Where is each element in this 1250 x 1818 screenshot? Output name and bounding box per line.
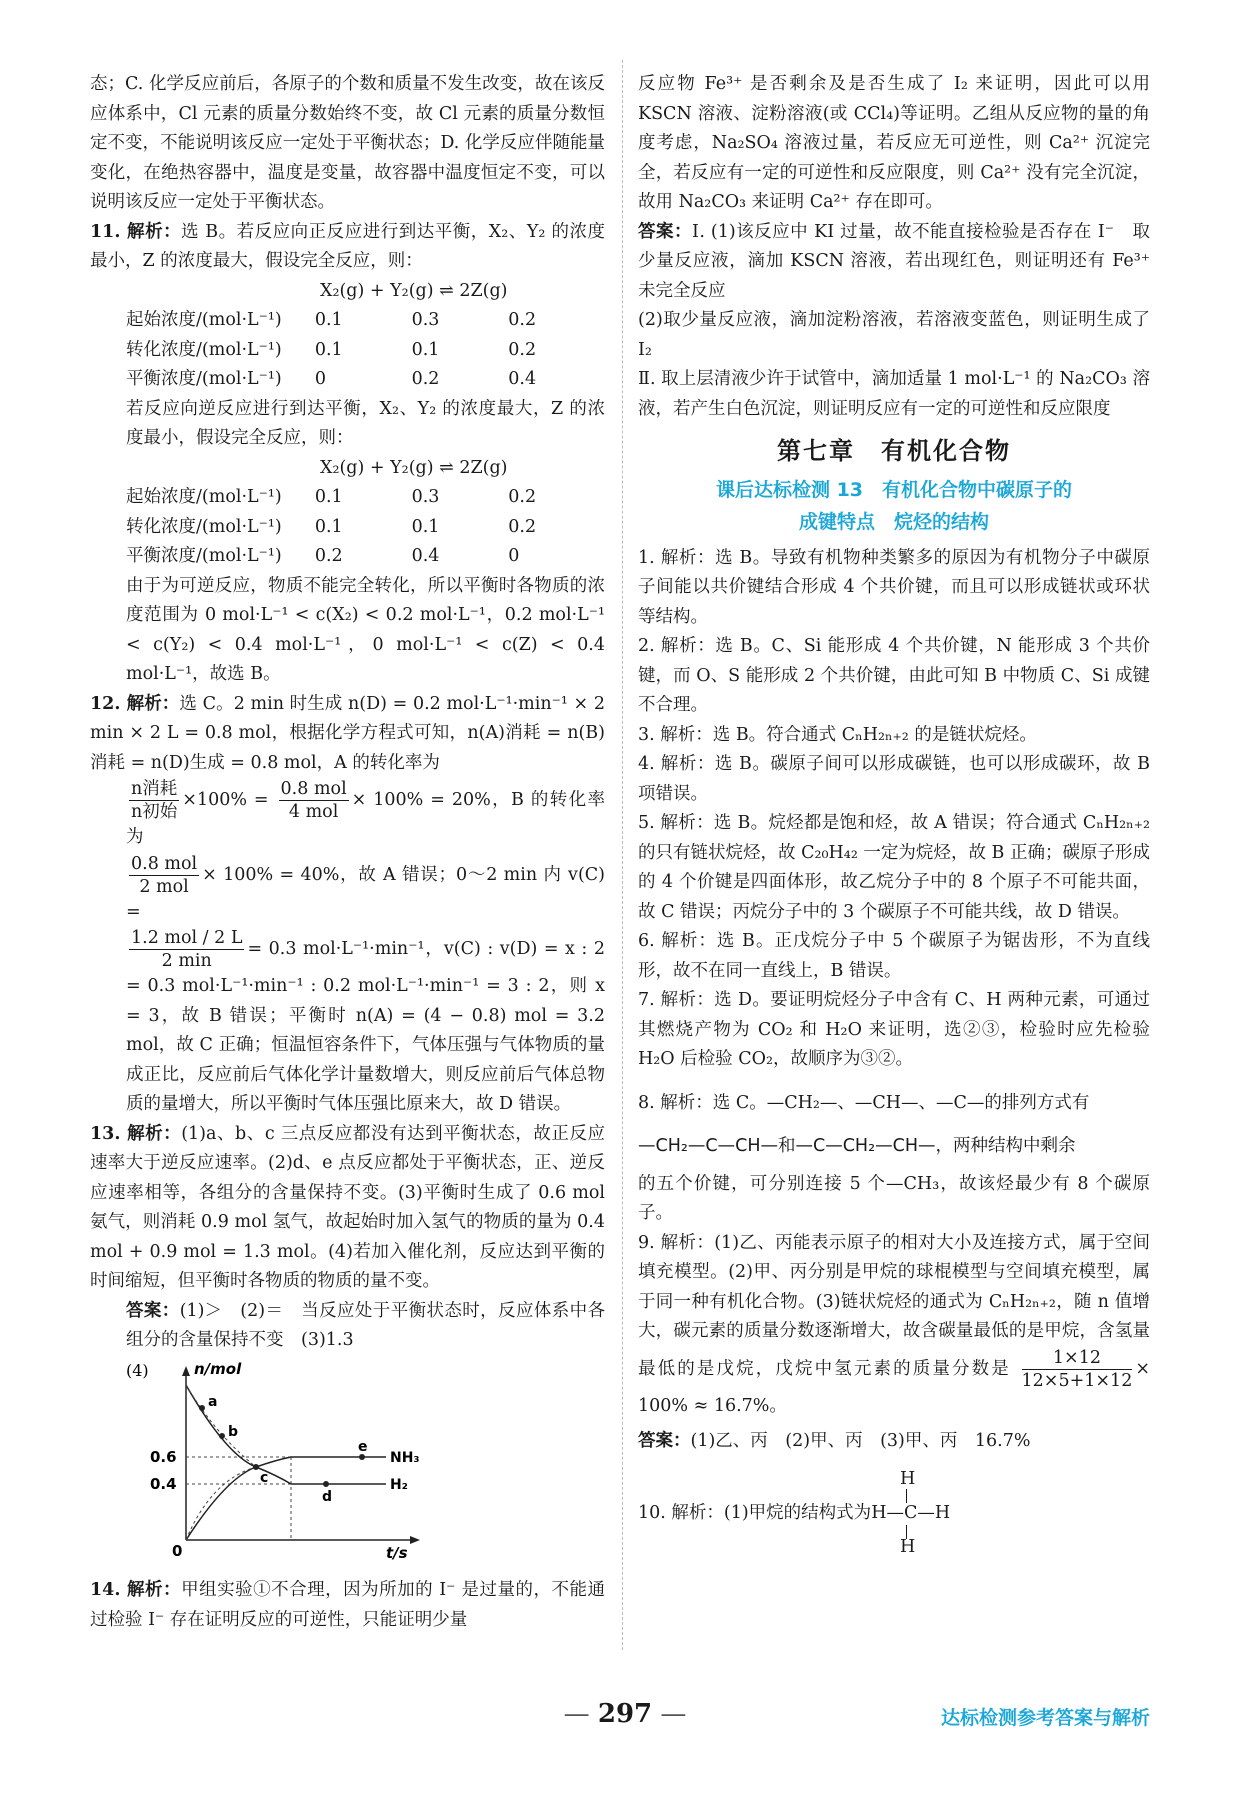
table-row: [90, 513, 605, 543]
table-cell: 平衡浓度/(mol·L⁻¹): [126, 546, 282, 566]
r-q3: 3. 解析：选 B。符合通式 CₙH₂ₙ₊₂ 的是链状烷烃。: [638, 724, 1037, 745]
column-divider: [622, 60, 623, 1650]
table-cell: 0.1: [314, 487, 343, 507]
table-cell: 0.3: [411, 487, 440, 507]
q13-paragraph: [90, 1120, 605, 1297]
table-cell: 0.1: [314, 516, 343, 537]
origin-label: 0: [172, 1541, 183, 1560]
graph-part-label: (4): [126, 1360, 149, 1380]
q11-equation-1: X₂(g) + Y₂(g) ⇌ 2Z(g): [320, 280, 508, 301]
q14-continued: 反应物 Fe³⁺ 是否剩余及是否生成了 I₂ 来证明，因此可以用 KSCN 溶液、淀粉溶液(或 CCl₄)等证明。乙组从反应物的量的角度考虑，Na₂SO₄ 溶液过量，若反应无可逆性，则 Ca²⁺ 沉淀完全，若反应有一定的可逆性和反应限度，则 Ca²⁺ 没有完全沉淀，故用 Na₂CO₃ 来证明 Ca²⁺ 存在即可。: [638, 74, 1150, 212]
q11-mid: 若反应向逆反应进行到达平衡，X₂、Y₂ 的浓度最大，Z 的浓度最小，假设完全反应，则：: [126, 398, 605, 448]
left-column: [90, 70, 605, 1635]
tick-04: 0.4: [150, 1474, 177, 1493]
ammonia-graph: [126, 1360, 605, 1571]
table-cell: 0.4: [411, 546, 440, 566]
q14-answer-1: 答案：Ⅰ. (1)该反应中 KI 过量，故不能直接检验是否存在 I⁻ 取少量反应液，滴加 KSCN 溶液，若出现红色，则证明还有 Fe³⁺ 未完全反应: [638, 221, 1150, 301]
series-nh3-line: [186, 1457, 386, 1540]
q12-paragraph: [90, 690, 605, 779]
q11-table-2: [90, 483, 605, 572]
table-row: [90, 542, 605, 572]
table-cell: 0.2: [508, 487, 537, 507]
q11-table-1: [90, 306, 605, 395]
q12-a: 选 C。2 min 时生成 n(D) = 0.2 mol·L⁻¹·min⁻¹ × 2 min × 2 L = 0.8 mol，根据化学方程式可知，n(A)消耗 = n(B)消耗 = n(D)生成 = 0.8 mol，A 的转化率为: [90, 693, 605, 773]
r-q9-answer: 答案：(1)乙、丙 (2)甲、丙 (3)甲、丙 16.7%: [638, 1431, 1031, 1451]
fraction-08-2: $\frac{\text{0.8 mol}}{\text{2 mol}}$: [131, 853, 198, 897]
table-cell: 0.4: [508, 369, 537, 389]
table-row: [90, 483, 605, 513]
point-c-label: c: [260, 1469, 269, 1486]
ch4-top-h: H: [900, 1468, 916, 1489]
q13-text: (1)a、b、c 三点反应都没有达到平衡状态，故正反应速率大于逆反应速率。(2)d、e 点反应都处于平衡状态，正、逆反应速率相等，各组分的含量保持不变。(3)平衡时生成了 0.6 mol 氨气，则消耗 0.9 mol 氢气，故起始时加入氢气的物质的量为 0.4 mol + 0.9 mol = 1.3 mol。(4)若加入催化剂，反应达到平衡的时间缩短，但平衡时各物质的物质的量不变。: [90, 1123, 605, 1291]
r-q4: 4. 解析：选 B。碳原子间可以形成碳链，也可以形成碳环，故 B 项错误。: [638, 754, 1150, 804]
q14-head: 14. 解析：: [90, 1580, 182, 1600]
catalyst-nh3-line: [186, 1467, 256, 1540]
q11-text: 选 B。若反应向正反应进行到达平衡，X₂、Y₂ 的浓度最小，Z 的浓度最大，假设完全反应，则：: [90, 221, 605, 271]
table-row: [90, 365, 605, 395]
table-cell: 0: [508, 546, 520, 566]
point-b-label: b: [228, 1423, 239, 1440]
r-q6: 6. 解析：选 B。正戊烷分子中 5 个碳原子为锯齿形，不为直线形，故不在同一直线上，B 错误。: [638, 931, 1150, 981]
point-a-label: a: [208, 1393, 218, 1410]
table-row: [90, 306, 605, 336]
tick-06: 0.6: [150, 1447, 177, 1466]
table-cell: 0.1: [314, 339, 343, 360]
table-cell: 0.1: [314, 310, 343, 330]
table-cell: 平衡浓度/(mol·L⁻¹): [126, 369, 282, 389]
ch4-bottom-h: H: [900, 1536, 916, 1557]
fraction-rate: $\frac{\text{1.2 mol / 2 L}}{2 \min}$: [131, 928, 243, 971]
point-c: [253, 1464, 259, 1470]
table-cell: 0.1: [411, 516, 440, 537]
table-cell: 起始浓度/(mol·L⁻¹): [126, 310, 282, 330]
point-b: [219, 1433, 225, 1439]
r-q5: 5. 解析：选 B。烷烃都是饱和烃，故 A 错误；符合通式 CₙH₂ₙ₊₂ 的只有链状烷烃，故 C₂₀H₄₂ 一定为烷烃，故 B 正确；碳原子形成的 4 个价键是四面体形，故乙烷分子中的 8 个原子不可能共面，故 C 错误；丙烷分子中的 3 个碳原子不可能共线，故 D 错误。: [638, 813, 1150, 922]
table-cell: 起始浓度/(mol·L⁻¹): [126, 487, 282, 507]
q11-end: 由于为可逆反应，物质不能完全转化，所以平衡时各物质的浓度范围为 0 mol·L⁻¹ < c(X₂) < 0.2 mol·L⁻¹，0.2 mol·L⁻¹ < c(Y₂) < 0.4 mol·L⁻¹，0 mol·L⁻¹ < c(Z) < 0.4 mol·L⁻¹，故选 B。: [126, 575, 605, 684]
q14-answer-2: (2)取少量反应液，滴加淀粉溶液，若溶液变蓝色，则证明生成了 I₂: [638, 310, 1150, 360]
y-axis-label: n/mol: [194, 1359, 242, 1378]
table-cell: 0.1: [411, 339, 440, 360]
q13-head: 13. 解析：: [90, 1123, 182, 1144]
fraction-hydrogen: $\frac{1\times 12}{12\times 5+1\times 12}$: [1021, 1347, 1133, 1391]
point-e-label: e: [358, 1438, 368, 1455]
r-q9: 9. 解析：(1)乙、丙能表示原子的相对大小及连接方式，属于空间填充模型。(2)甲、丙分别是甲烷的球棍模型与空间填充模型，属于同一种有机化合物。(3)链状烷烃的通式为 CₙH₂ₙ₊₂，随 n 值增大，碳元素的质量分数逐渐增大，故含碳量最低的是甲烷，含氢量最低的是戊烷，戊烷中氢元素的质量分数是 $\frac{1\times 12}{12\times 5+1\times 12}$ × 100% ≈ 16.7%。: [638, 1232, 1150, 1416]
series-h2-label: H₂: [390, 1476, 408, 1493]
table-cell: 0.2: [411, 369, 440, 389]
q12-fraction-line-2: $\frac{\text{0.8 mol}}{\text{2 mol}}$ × 100% = 40%，故 A 错误；0～2 min 内 v(C) =: [126, 853, 605, 922]
q14-answer-3: Ⅱ. 取上层清液少许于试管中，滴加适量 1 mol·L⁻¹ 的 Na₂CO₃ 溶液，若产生白色沉淀，则证明反应有一定的可逆性和反应限度: [638, 369, 1150, 419]
q14-paragraph: [90, 1576, 605, 1635]
q12-head: 12. 解析：: [90, 693, 180, 714]
r-q7: 7. 解析：选 D。要证明烷烃分子中含有 C、H 两种元素，可通过其燃烧产物为 CO₂ 和 H₂O 来证明，选②③，检验时应先检验 H₂O 后检验 CO₂，故顺序为③②。: [638, 990, 1151, 1069]
table-cell: 0.2: [508, 310, 537, 330]
table-cell: 转化浓度/(mol·L⁻¹): [126, 516, 282, 537]
series-nh3-label: NH₃: [390, 1449, 420, 1466]
table-cell: 0.2: [314, 546, 343, 566]
page-number: — 297 —: [563, 1699, 687, 1729]
q14-text: 甲组实验①不合理，因为所加的 I⁻ 是过量的，不能通过检验 I⁻ 存在证明反应的可逆性，只能证明少量: [90, 1580, 605, 1630]
q11-head: 11. 解析：: [90, 221, 182, 242]
table-row: [90, 336, 605, 366]
fraction-08-4: $\frac{\text{0.8 mol}}{\text{4 mol}}$: [280, 779, 347, 822]
table-cell: 转化浓度/(mol·L⁻¹): [126, 339, 282, 360]
table-cell: 0.3: [411, 310, 440, 330]
table-cell: 0.2: [508, 516, 537, 537]
x-axis-label: t/s: [386, 1543, 408, 1560]
x-arrow: [410, 1536, 420, 1544]
table-cell: 0.2: [508, 339, 537, 360]
intro-paragraph: 态；C. 化学反应前后，各原子的个数和质量不发生改变，故在该反应体系中，Cl 元素的质量分数始终不变，故 Cl 元素的质量分数恒定不变，不能说明该反应一定处于平衡状态；D. 化学反应伴随能量变化，在绝热容器中，温度是变量，故容器中温度恒定不变，可以说明该反应一定处于平衡状态。: [90, 74, 605, 212]
section-title-line-2: 成键特点 烷烃的结构: [798, 510, 989, 533]
r-q1: 1. 解析：选 B。导致有机物种类繁多的原因为有机物分子中碳原子间能以共价键结合形成 4 个共价键，而且可以形成链状或环状等结构。: [638, 547, 1150, 627]
y-arrow: [182, 1366, 190, 1376]
fraction-n-ratio: $\frac{\text{n消耗}}{\text{n初始}}$: [131, 779, 178, 822]
r-q10: [638, 1465, 1150, 1555]
q12-fraction-line-1: $\frac{\text{n消耗}}{\text{n初始}}$ ×100% = $\frac{\text{0.8 mol}}{\text{4 mol}}$ × 100% = 20%，B 的转化率为: [126, 779, 606, 847]
r-q8-line-2: —CH₂—C—CH—和—C—CH₂—CH—，两种结构中剩余: [638, 1136, 1076, 1156]
point-d: [323, 1481, 329, 1487]
table-cell: 0: [314, 369, 326, 389]
right-column: [638, 70, 1150, 1555]
catalyst-h2-line: [186, 1385, 256, 1467]
q11-equation-2: X₂(g) + Y₂(g) ⇌ 2Z(g): [320, 457, 508, 478]
r-q8-line-3: 的五个价键，可分别连接 5 个—CH₃，故该烃最少有 8 个碳原子。: [638, 1173, 1150, 1223]
q11-paragraph: [90, 218, 605, 277]
q12-fraction-line-3: $\frac{\text{1.2 mol / 2 L}}{2 \min}$ = 0.3 mol·L⁻¹·min⁻¹，v(C) : v(D) = x : 2 = 0.3 mol·L⁻¹·min⁻¹ : 0.2 mol·L⁻¹·min⁻¹ = 3 : 2，则 x = 3，故 B 错误；平衡时 n(A) = (4 − 0.8) mol = 3.2 mol，故 C 正确；恒温恒容条件下，气体压强与气体物质的量成正比，反应前后气体化学计量数增大，则反应前后气体总物质的量增大，所以平衡时气体压强比原来大，故 D 错误。: [126, 928, 605, 1114]
r-q10-text: 10. 解析：(1)甲烷的结构式为H—C—H: [638, 1502, 951, 1523]
footer-label: 达标检测参考答案与解析: [940, 1707, 1150, 1729]
r-q8-line-1: 8. 解析：选 C。—CH₂—、—CH—、—C—的排列方式有: [638, 1092, 1090, 1113]
chapter-title: 第七章 有机化合物: [777, 436, 1011, 465]
point-a: [199, 1405, 205, 1411]
q13-answer: 答案：(1)＞ (2)＝ 当反应处于平衡状态时，反应体系中各组分的含量保持不变 (3)1.3: [126, 1300, 606, 1350]
r-q2: 2. 解析：选 B。C、Si 能形成 4 个共价键，N 能形成 3 个共价键，而 O、S 能形成 2 个共价键，由此可知 B 中物质 C、Si 成键不合理。: [638, 636, 1150, 715]
point-d-label: d: [322, 1488, 333, 1505]
ammonia-graph-svg: [126, 1360, 426, 1560]
section-title-line-1: 课后达标检测 13 有机化合物中碳原子的: [715, 478, 1073, 501]
